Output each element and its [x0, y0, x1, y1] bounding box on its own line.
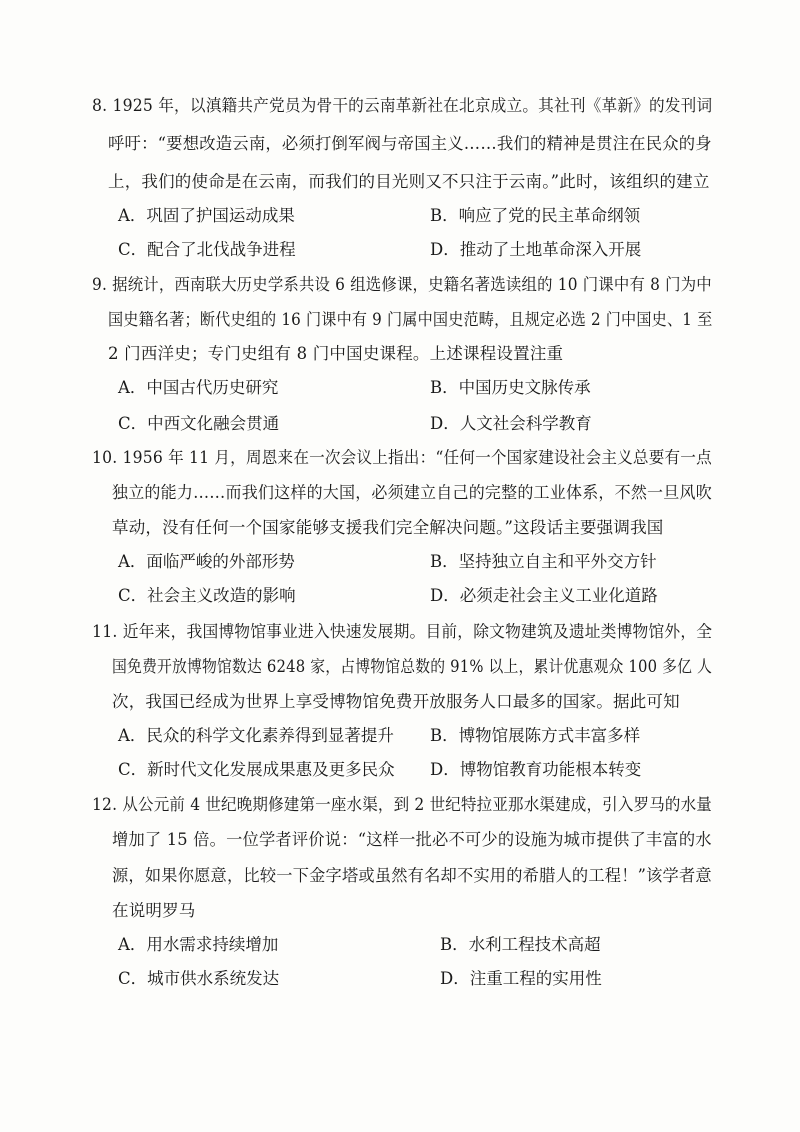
- q11-option-a: A．民众的科学文化素养得到显著提升: [118, 726, 394, 745]
- q11-option-b: B．博物馆展陈方式丰富多样: [430, 726, 641, 745]
- q12-option-c: C．城市供水系统发达: [118, 969, 280, 988]
- q8-option-c: C．配合了北伐战争进程: [118, 240, 296, 259]
- q12-option-a: A．用水需求持续增加: [118, 935, 279, 954]
- q12-option-d: D．注重工程的实用性: [440, 969, 602, 988]
- q10-option-b: B．坚持独立自主和平外交方针: [430, 552, 657, 571]
- q8-option-a: A．巩固了护国运动成果: [118, 206, 295, 225]
- q11-option-c: C．新时代文化发展成果惠及更多民众: [118, 760, 395, 779]
- q12-option-b: B．水利工程技术高超: [440, 935, 601, 954]
- q8-stem-line-2: 呼吁：“要想改造云南，必须打倒军阀与帝国主义……我们的精神是贯注在民众的身: [108, 134, 712, 153]
- q9-stem-line-2: 国史籍名著；断代史组的 16 门课中有 9 门属中国史范畴，且规定必选 2 门中国史、1 至: [108, 310, 713, 329]
- q10-stem-line-1: 10. 1956 年 11 月，周恩来在一次会议上指出：“任何一个国家建设社会主义总要有一点: [92, 448, 712, 467]
- q12-stem-line-2: 增加了 15 倍。一位学者评价说：“这样一批必不可少的设施为城市提供了丰富的水: [112, 830, 712, 849]
- q8-option-b: B．响应了党的民主革命纲领: [430, 206, 641, 225]
- q12-stem-line-1: 12. 从公元前 4 世纪晚期修建第一座水渠，到 2 世纪特拉亚那水渠建成，引入罗马的水量: [92, 795, 712, 814]
- q10-stem-line-3: 草动，没有任何一个国家能够支援我们完全解决问题。”这段话主要强调我国: [112, 518, 664, 537]
- q8-stem-line-3: 上，我们的使命是在云南，而我们的目光则又不只注于云南。”此时，该组织的建立: [108, 172, 710, 191]
- q9-option-a: A．中国古代历史研究: [118, 378, 279, 397]
- q12-stem-line-4: 在说明罗马: [112, 901, 196, 920]
- q8-stem-line-1: 8. 1925 年，以滇籍共产党员为骨干的云南革新社在北京成立。其社刊《革新》的发刊词: [92, 96, 713, 115]
- q9-stem-line-3: 2 门西洋史；专门史组有 8 门中国史课程。上述课程设置注重: [108, 344, 564, 363]
- q10-option-d: D．必须走社会主义工业化道路: [430, 586, 658, 605]
- q11-option-d: D．博物馆教育功能根本转变: [430, 760, 642, 779]
- q11-stem-line-2: 国免费开放博物馆数达 6248 家，占博物馆总数的 91% 以上，累计优惠观众 100 多亿 人: [112, 657, 712, 676]
- q8-option-d: D．推动了土地革命深入开展: [430, 240, 642, 259]
- q10-option-a: A．面临严峻的外部形势: [118, 552, 295, 571]
- q9-option-d: D．人文社会科学教育: [430, 414, 592, 433]
- q9-option-b: B．中国历史文脉传承: [430, 378, 591, 397]
- q10-option-c: C．社会主义改造的影响: [118, 586, 296, 605]
- q10-stem-line-2: 独立的能力……而我们这样的大国，必须建立自己的完整的工业体系，不然一旦风吹: [112, 483, 712, 502]
- q9-stem-line-1: 9. 据统计，西南联大历史学系共设 6 组选修课，史籍名著选读组的 10 门课中有 8 门为中: [92, 275, 712, 294]
- q9-option-c: C．中西文化融会贯通: [118, 414, 280, 433]
- q11-stem-line-3: 次，我国已经成为世界上享受博物馆免费开放服务人口最多的国家。据此可知: [112, 692, 680, 711]
- q11-stem-line-1: 11. 近年来，我国博物馆事业进入快速发展期。目前，除文物建筑及遗址类博物馆外，全: [92, 622, 713, 641]
- q12-stem-line-3: 源，如果你愿意，比较一下金字塔或虽然有名却不实用的希腊人的工程！”该学者意: [112, 866, 712, 885]
